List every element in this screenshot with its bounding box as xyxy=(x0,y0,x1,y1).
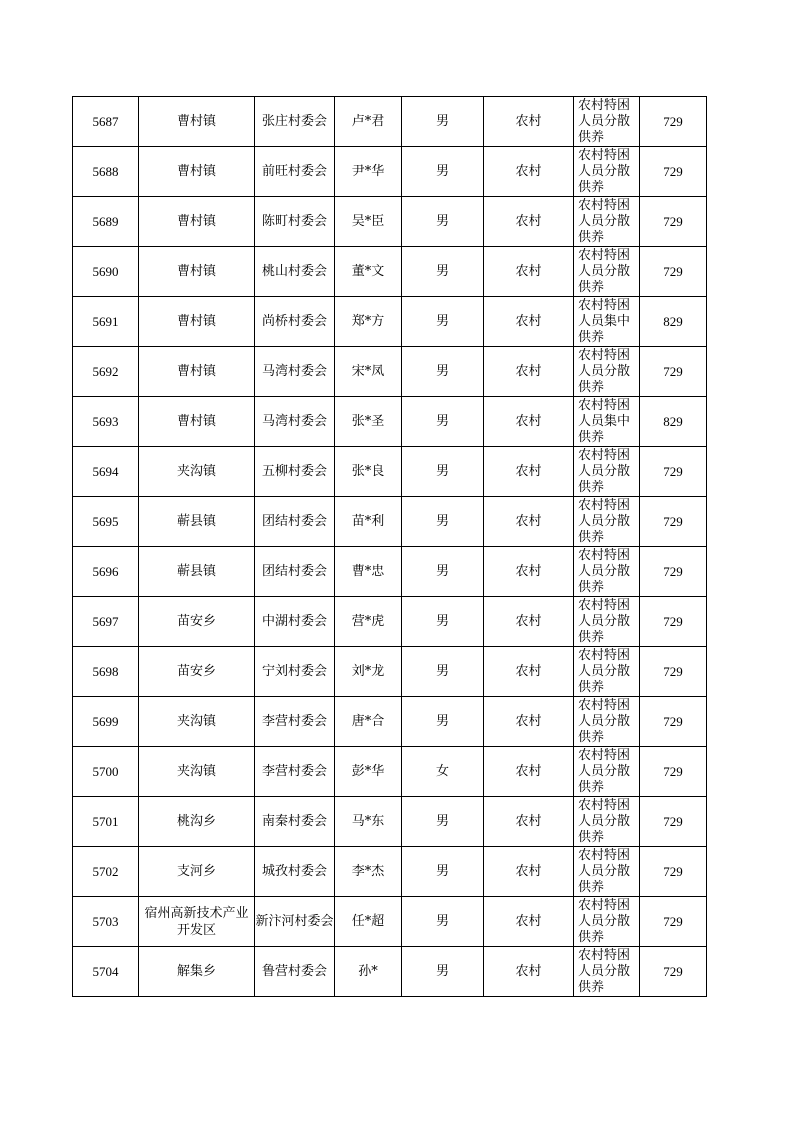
amount-cell: 729 xyxy=(640,347,707,397)
assistance-category-text: 农村特困人员分散供养 xyxy=(578,348,631,395)
village-cell: 团结村委会 xyxy=(255,547,335,597)
table-row xyxy=(73,797,707,847)
assistance-category-text: 农村特困人员分散供养 xyxy=(578,798,631,845)
person-name-cell: 张*圣 xyxy=(335,397,402,447)
record-id-cell: 5692 xyxy=(73,347,139,397)
record-id-cell: 5689 xyxy=(73,197,139,247)
person-name-cell: 董*文 xyxy=(335,247,402,297)
gender-cell: 男 xyxy=(402,147,484,197)
town-cell: 夹沟镇 xyxy=(139,697,255,747)
town-cell: 夹沟镇 xyxy=(139,747,255,797)
assistance-category-cell xyxy=(574,147,640,197)
village-cell: 桃山村委会 xyxy=(255,247,335,297)
assistance-category-text: 农村特困人员分散供养 xyxy=(578,898,631,945)
town-cell: 曹村镇 xyxy=(139,297,255,347)
town-cell: 曹村镇 xyxy=(139,147,255,197)
amount-cell: 729 xyxy=(640,197,707,247)
gender-cell: 男 xyxy=(402,297,484,347)
person-name-cell: 任*超 xyxy=(335,897,402,947)
record-id-cell: 5702 xyxy=(73,847,139,897)
assistance-category-text: 农村特困人员分散供养 xyxy=(578,948,631,995)
town-cell: 蕲县镇 xyxy=(139,497,255,547)
area-type-cell: 农村 xyxy=(484,147,574,197)
village-cell: 宁刘村委会 xyxy=(255,647,335,697)
amount-cell: 729 xyxy=(640,497,707,547)
amount-cell: 829 xyxy=(640,297,707,347)
area-type-cell: 农村 xyxy=(484,897,574,947)
amount-cell: 729 xyxy=(640,247,707,297)
town-cell: 曹村镇 xyxy=(139,97,255,147)
amount-cell: 729 xyxy=(640,97,707,147)
village-cell: 李营村委会 xyxy=(255,747,335,797)
gender-cell: 女 xyxy=(402,747,484,797)
amount-cell: 729 xyxy=(640,447,707,497)
town-cell: 曹村镇 xyxy=(139,247,255,297)
amount-cell: 729 xyxy=(640,947,707,997)
area-type-cell: 农村 xyxy=(484,497,574,547)
record-id-cell: 5703 xyxy=(73,897,139,947)
assistance-category-cell xyxy=(574,497,640,547)
table-row xyxy=(73,397,707,447)
table-row xyxy=(73,147,707,197)
gender-cell: 男 xyxy=(402,497,484,547)
village-cell: 前旺村委会 xyxy=(255,147,335,197)
area-type-cell: 农村 xyxy=(484,597,574,647)
area-type-cell: 农村 xyxy=(484,347,574,397)
gender-cell: 男 xyxy=(402,397,484,447)
area-type-cell: 农村 xyxy=(484,647,574,697)
town-cell: 苗安乡 xyxy=(139,597,255,647)
table-row xyxy=(73,197,707,247)
gender-cell: 男 xyxy=(402,97,484,147)
person-name-cell: 卢*君 xyxy=(335,97,402,147)
amount-cell: 729 xyxy=(640,747,707,797)
amount-cell: 829 xyxy=(640,397,707,447)
town-cell: 曹村镇 xyxy=(139,397,255,447)
area-type-cell: 农村 xyxy=(484,447,574,497)
assistance-category-cell xyxy=(574,347,640,397)
amount-cell: 729 xyxy=(640,897,707,947)
record-id-cell: 5693 xyxy=(73,397,139,447)
person-name-cell: 李*杰 xyxy=(335,847,402,897)
village-cell: 马湾村委会 xyxy=(255,347,335,397)
town-cell: 宿州高新技术产业开发区 xyxy=(139,897,255,947)
person-name-cell: 曹*忠 xyxy=(335,547,402,597)
amount-cell: 729 xyxy=(640,547,707,597)
gender-cell: 男 xyxy=(402,547,484,597)
record-id-cell: 5688 xyxy=(73,147,139,197)
town-cell: 曹村镇 xyxy=(139,197,255,247)
assistance-category-text: 农村特困人员分散供养 xyxy=(578,248,631,295)
area-type-cell: 农村 xyxy=(484,747,574,797)
amount-cell: 729 xyxy=(640,847,707,897)
record-id-cell: 5700 xyxy=(73,747,139,797)
record-id-cell: 5691 xyxy=(73,297,139,347)
person-name-cell: 郑*方 xyxy=(335,297,402,347)
amount-cell: 729 xyxy=(640,697,707,747)
town-cell: 支河乡 xyxy=(139,847,255,897)
table-body xyxy=(73,97,707,997)
town-cell: 苗安乡 xyxy=(139,647,255,697)
table-row xyxy=(73,297,707,347)
table-row xyxy=(73,347,707,397)
person-name-cell: 营*虎 xyxy=(335,597,402,647)
record-id-cell: 5698 xyxy=(73,647,139,697)
gender-cell: 男 xyxy=(402,247,484,297)
table-row xyxy=(73,447,707,497)
table-row xyxy=(73,647,707,697)
village-cell: 城孜村委会 xyxy=(255,847,335,897)
person-name-cell: 苗*利 xyxy=(335,497,402,547)
gender-cell: 男 xyxy=(402,347,484,397)
person-name-cell: 吴*臣 xyxy=(335,197,402,247)
record-id-cell: 5694 xyxy=(73,447,139,497)
table-row xyxy=(73,97,707,147)
area-type-cell: 农村 xyxy=(484,697,574,747)
assistance-category-cell xyxy=(574,447,640,497)
village-cell: 中湖村委会 xyxy=(255,597,335,647)
assistance-category-cell xyxy=(574,247,640,297)
record-id-cell: 5697 xyxy=(73,597,139,647)
person-name-cell: 尹*华 xyxy=(335,147,402,197)
assistance-category-text: 农村特困人员分散供养 xyxy=(578,98,631,145)
assistance-category-text: 农村特困人员分散供养 xyxy=(578,198,631,245)
assistance-category-text: 农村特困人员分散供养 xyxy=(578,498,631,545)
village-cell: 团结村委会 xyxy=(255,497,335,547)
record-id-cell: 5687 xyxy=(73,97,139,147)
person-name-cell: 唐*合 xyxy=(335,697,402,747)
assistance-category-cell xyxy=(574,597,640,647)
record-id-cell: 5704 xyxy=(73,947,139,997)
village-cell: 尚桥村委会 xyxy=(255,297,335,347)
assistance-category-cell xyxy=(574,847,640,897)
records-table xyxy=(72,96,707,997)
assistance-category-cell xyxy=(574,697,640,747)
gender-cell: 男 xyxy=(402,647,484,697)
record-id-cell: 5699 xyxy=(73,697,139,747)
area-type-cell: 农村 xyxy=(484,797,574,847)
area-type-cell: 农村 xyxy=(484,847,574,897)
table-row xyxy=(73,497,707,547)
table-row xyxy=(73,597,707,647)
area-type-cell: 农村 xyxy=(484,97,574,147)
assistance-category-text: 农村特困人员分散供养 xyxy=(578,448,631,495)
gender-cell: 男 xyxy=(402,897,484,947)
town-cell: 曹村镇 xyxy=(139,347,255,397)
assistance-category-text: 农村特困人员分散供养 xyxy=(578,748,631,795)
amount-cell: 729 xyxy=(640,597,707,647)
amount-cell: 729 xyxy=(640,147,707,197)
assistance-category-text: 农村特困人员集中供养 xyxy=(578,298,631,345)
assistance-category-text: 农村特困人员分散供养 xyxy=(578,548,631,595)
person-name-cell: 彭*华 xyxy=(335,747,402,797)
area-type-cell: 农村 xyxy=(484,297,574,347)
person-name-cell: 宋*凤 xyxy=(335,347,402,397)
assistance-category-text: 农村特困人员分散供养 xyxy=(578,848,631,895)
record-id-cell: 5701 xyxy=(73,797,139,847)
assistance-category-cell xyxy=(574,97,640,147)
town-cell: 桃沟乡 xyxy=(139,797,255,847)
record-id-cell: 5690 xyxy=(73,247,139,297)
table-row xyxy=(73,947,707,997)
table-row xyxy=(73,247,707,297)
amount-cell: 729 xyxy=(640,647,707,697)
person-name-cell: 张*良 xyxy=(335,447,402,497)
amount-cell: 729 xyxy=(640,797,707,847)
gender-cell: 男 xyxy=(402,847,484,897)
town-cell: 蕲县镇 xyxy=(139,547,255,597)
table-row xyxy=(73,897,707,947)
area-type-cell: 农村 xyxy=(484,247,574,297)
assistance-category-cell xyxy=(574,547,640,597)
assistance-category-text: 农村特困人员分散供养 xyxy=(578,598,631,645)
area-type-cell: 农村 xyxy=(484,547,574,597)
village-cell: 鲁营村委会 xyxy=(255,947,335,997)
table-row xyxy=(73,847,707,897)
assistance-category-text: 农村特困人员分散供养 xyxy=(578,698,631,745)
person-name-cell: 马*东 xyxy=(335,797,402,847)
gender-cell: 男 xyxy=(402,697,484,747)
record-id-cell: 5695 xyxy=(73,497,139,547)
assistance-category-cell xyxy=(574,647,640,697)
assistance-category-cell xyxy=(574,797,640,847)
village-cell: 五柳村委会 xyxy=(255,447,335,497)
village-cell: 李营村委会 xyxy=(255,697,335,747)
town-cell: 夹沟镇 xyxy=(139,447,255,497)
assistance-category-text: 农村特困人员分散供养 xyxy=(578,148,631,195)
record-id-cell: 5696 xyxy=(73,547,139,597)
table-row xyxy=(73,547,707,597)
village-cell: 新汴河村委会 xyxy=(255,897,335,947)
assistance-category-cell xyxy=(574,297,640,347)
assistance-category-text: 农村特困人员集中供养 xyxy=(578,398,631,445)
village-cell: 南秦村委会 xyxy=(255,797,335,847)
gender-cell: 男 xyxy=(402,797,484,847)
assistance-category-cell xyxy=(574,947,640,997)
gender-cell: 男 xyxy=(402,947,484,997)
person-name-cell: 孙* xyxy=(335,947,402,997)
gender-cell: 男 xyxy=(402,197,484,247)
table-row xyxy=(73,747,707,797)
town-cell: 解集乡 xyxy=(139,947,255,997)
person-name-cell: 刘*龙 xyxy=(335,647,402,697)
table-row xyxy=(73,697,707,747)
assistance-category-cell xyxy=(574,747,640,797)
area-type-cell: 农村 xyxy=(484,397,574,447)
area-type-cell: 农村 xyxy=(484,197,574,247)
assistance-category-text: 农村特困人员分散供养 xyxy=(578,648,631,695)
village-cell: 马湾村委会 xyxy=(255,397,335,447)
gender-cell: 男 xyxy=(402,597,484,647)
assistance-category-cell xyxy=(574,397,640,447)
area-type-cell: 农村 xyxy=(484,947,574,997)
assistance-category-cell xyxy=(574,897,640,947)
assistance-category-cell xyxy=(574,197,640,247)
gender-cell: 男 xyxy=(402,447,484,497)
village-cell: 陈町村委会 xyxy=(255,197,335,247)
village-cell: 张庄村委会 xyxy=(255,97,335,147)
